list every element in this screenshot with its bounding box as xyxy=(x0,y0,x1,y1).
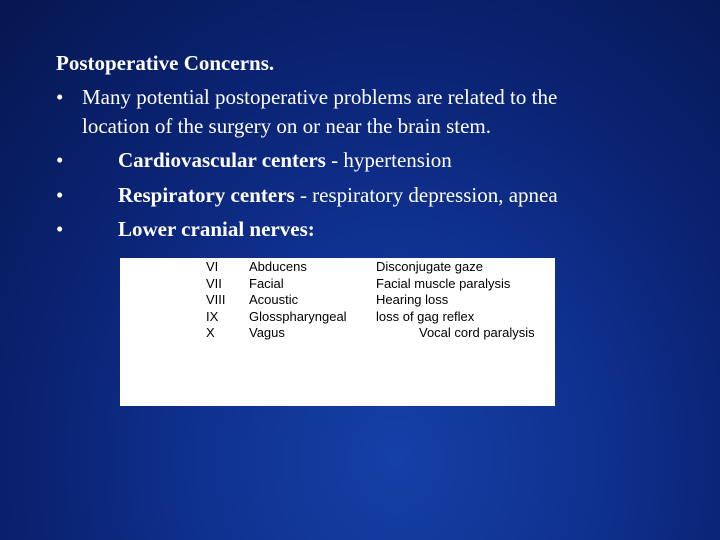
bullet-rest-text: - respiratory depression, apnea xyxy=(294,183,558,207)
nerve-deficit: Disconjugate gaze xyxy=(376,259,483,274)
bullet-marker: • xyxy=(56,183,64,207)
nerve-deficit: Facial muscle paralysis xyxy=(376,275,511,291)
bullet-text: Many potential postoperative problems are related to the xyxy=(82,85,558,109)
bullet-text-continuation: location of the surgery on or near the brain stem. xyxy=(82,114,491,138)
nerve-numeral: VII xyxy=(206,275,222,291)
cranial-nerve-table xyxy=(120,258,555,406)
nerve-name: Facial xyxy=(249,275,284,291)
table-row xyxy=(120,292,555,309)
bullet-bold-text: Lower cranial nerves: xyxy=(118,217,315,241)
bullet-bold-text: Cardiovascular centers xyxy=(118,148,326,172)
slide-title: Postoperative Concerns. xyxy=(56,51,275,75)
table-row xyxy=(120,276,555,293)
bullet-marker: • xyxy=(56,148,64,172)
nerve-deficit: Vocal cord paralysis xyxy=(419,325,535,340)
nerve-name: Vagus xyxy=(249,325,285,340)
bullet-marker: • xyxy=(56,217,64,241)
nerve-name: Glosspharyngeal xyxy=(249,308,347,324)
table-row xyxy=(120,259,555,276)
nerve-numeral: IX xyxy=(206,308,219,324)
bullet-text xyxy=(118,147,452,173)
bullet-marker: • xyxy=(56,85,64,109)
nerve-numeral: VI xyxy=(206,259,219,274)
bullet-text xyxy=(118,216,315,242)
table-row xyxy=(120,309,555,326)
nerve-numeral: VIII xyxy=(206,292,226,307)
bullet-rest-text: - hypertension xyxy=(325,148,452,172)
nerve-name: Abducens xyxy=(249,259,307,274)
nerve-deficit: loss of gag reflex xyxy=(376,308,475,324)
bullet-text xyxy=(118,182,558,208)
nerve-deficit: Hearing loss xyxy=(376,292,449,307)
nerve-numeral: X xyxy=(206,325,215,340)
bullet-bold-text: Respiratory centers xyxy=(118,183,295,207)
table-row xyxy=(120,325,555,342)
nerve-name: Acoustic xyxy=(249,292,299,307)
